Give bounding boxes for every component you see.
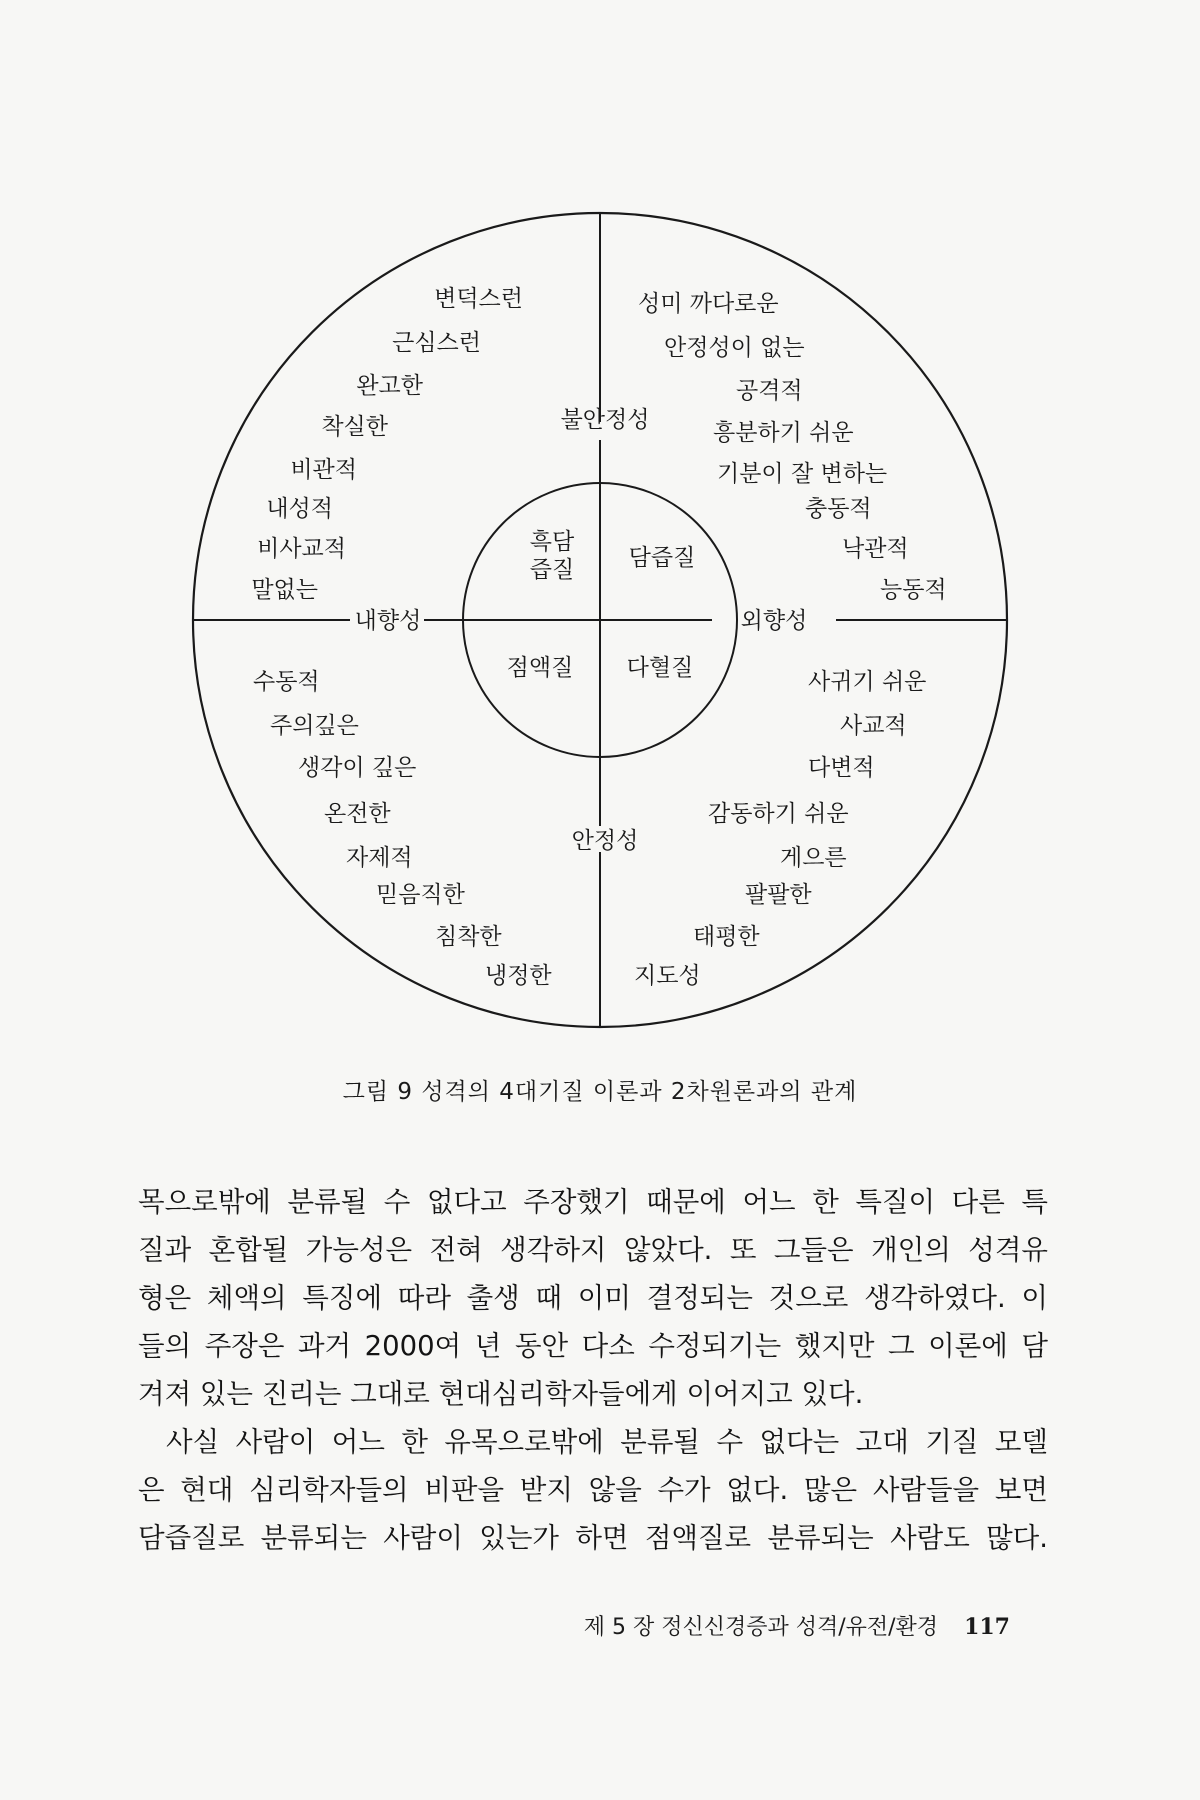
traits-bottom-right xyxy=(634,669,926,989)
trait-label: 게으른 xyxy=(780,845,847,871)
trait-label: 기분이 잘 변하는 xyxy=(717,461,888,487)
trait-label: 착실한 xyxy=(321,414,388,440)
trait-label: 침착한 xyxy=(435,924,502,950)
trait-label: 완고한 xyxy=(356,373,423,399)
page-number: 117 xyxy=(964,1614,1010,1640)
trait-label: 지도성 xyxy=(634,963,701,989)
trait-label: 다변적 xyxy=(808,755,875,781)
inner-label-phlegmatic: 점액질 xyxy=(506,655,574,681)
body-line: 형은 체액의 특징에 따라 출생 때 이미 결정되는 것으로 생각하였다. 이 xyxy=(138,1282,1048,1314)
body-paragraphs xyxy=(138,1178,1048,1562)
axis-label-stability: 안정성 xyxy=(571,828,639,854)
inner-label-choleric: 담즙질 xyxy=(628,545,696,571)
traits-bottom-left xyxy=(253,669,552,989)
trait-label: 자제적 xyxy=(346,845,413,871)
body-line: 겨져 있는 진리는 그대로 현대심리학자들에게 이어지고 있다. xyxy=(138,1378,864,1410)
trait-label: 믿음직한 xyxy=(376,882,465,908)
figure-caption: 그림 9 성격의 4대기질 이론과 2차원론과의 관계 xyxy=(342,1079,858,1105)
body-line: 목으로밖에 분류될 수 없다고 주장했기 때문에 어느 한 특질이 다른 특 xyxy=(138,1186,1048,1218)
trait-label: 팔팔한 xyxy=(745,882,812,908)
running-head: 제 5 장 정신신경증과 성격/유전/환경 xyxy=(583,1615,939,1640)
trait-label: 수동적 xyxy=(253,669,320,695)
axis-label-introversion: 내향성 xyxy=(354,608,422,634)
body-line: 들의 주장은 과거 2000여 년 동안 다소 수정되기는 했지만 그 이론에 담 xyxy=(138,1330,1048,1362)
page-footer xyxy=(584,1610,1010,1641)
trait-label: 근심스런 xyxy=(392,330,481,356)
trait-label: 흥분하기 쉬운 xyxy=(713,420,854,446)
trait-label: 감동하기 쉬운 xyxy=(708,801,849,827)
traits-top-left xyxy=(251,286,523,603)
trait-label: 사귀기 쉬운 xyxy=(808,669,927,695)
trait-label: 성미 까다로운 xyxy=(638,291,779,317)
trait-label: 능동적 xyxy=(880,577,947,603)
body-line: 담즙질로 분류되는 사람이 있는가 하면 점액질로 분류되는 사람도 많다. xyxy=(138,1522,1048,1554)
trait-label: 주의깊은 xyxy=(270,713,359,739)
body-line: 은 현대 심리학자들의 비판을 받지 않을 수가 없다. 많은 사람들을 보면 xyxy=(138,1474,1048,1506)
trait-label: 충동적 xyxy=(805,496,872,522)
trait-label: 공격적 xyxy=(736,378,803,404)
body-line: 사실 사람이 어느 한 유목으로밖에 분류될 수 없다는 고대 기질 모델 xyxy=(166,1426,1048,1458)
trait-label: 안정성이 없는 xyxy=(664,335,805,361)
trait-label: 냉정한 xyxy=(485,963,552,989)
axis-label-instability: 불안정성 xyxy=(560,407,650,433)
inner-label-melancholic-1: 흑담 xyxy=(529,529,575,555)
body-line: 질과 혼합될 가능성은 전혀 생각하지 않았다. 또 그들은 개인의 성격유 xyxy=(138,1234,1048,1266)
trait-label: 온전한 xyxy=(324,801,391,827)
trait-label: 생각이 깊은 xyxy=(298,755,417,781)
trait-label: 비관적 xyxy=(290,457,357,483)
trait-label: 변덕스런 xyxy=(434,286,523,312)
trait-label: 낙관적 xyxy=(842,536,909,562)
trait-label: 태평한 xyxy=(693,924,760,950)
axis-label-extraversion: 외향성 xyxy=(740,608,808,634)
inner-label-sanguine: 다혈질 xyxy=(626,655,694,681)
trait-label: 내성적 xyxy=(266,496,333,522)
trait-label: 사교적 xyxy=(840,713,907,739)
inner-label-melancholic-2: 즙질 xyxy=(529,557,575,583)
trait-label: 비사교적 xyxy=(257,536,346,562)
trait-label: 말없는 xyxy=(251,577,318,603)
